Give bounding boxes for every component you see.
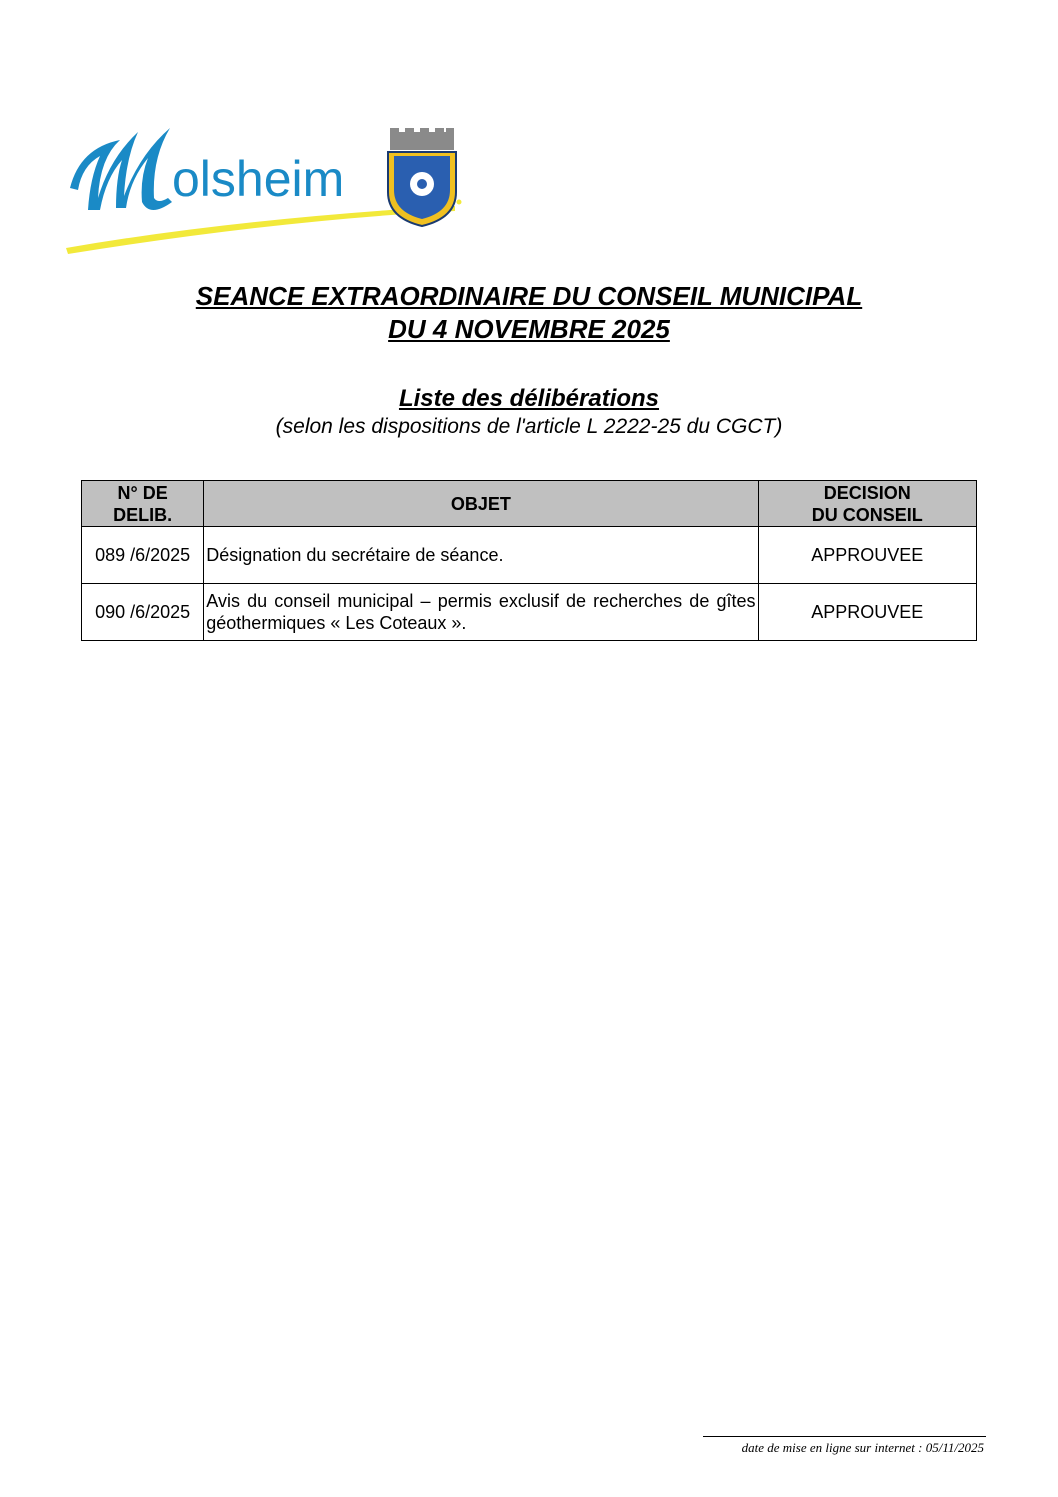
row-objet: Avis du conseil municipal – permis exclusif de recherches de gîtes géothermiques « Les Coteaux ». [204,584,758,641]
deliberations-table [81,480,977,641]
footer-rule [703,1436,986,1437]
header-num-line2: DELIB. [113,504,173,525]
logo-m-letter [70,128,172,210]
row-num: 089 /6/2025 [82,527,204,584]
table-header-row [82,481,977,527]
header-decision-line2: DU CONSEIL [811,504,923,525]
page-subtitle: Liste des délibérations [398,385,660,412]
header-num-line1: N° DE [117,482,168,503]
footer-date: date de mise en ligne sur internet : 05/11/2025 [741,1440,984,1455]
row-objet: Désignation du secrétaire de séance. [204,527,758,584]
header-objet: OBJET [204,481,758,527]
header-decision-line1: DECISION [823,482,911,503]
header-decision [758,481,977,527]
page-note: (selon les dispositions de l'article L 2222-25 du CGCT) [275,415,783,438]
row-num: 090 /6/2025 [82,584,204,641]
row-decision: APPROUVEE [758,527,977,584]
row-decision: APPROUVEE [758,584,977,641]
table-row [82,584,977,641]
header-num [82,481,204,527]
molsheim-logo [60,118,470,258]
table-row [82,527,977,584]
logo-wordmark: olsheim [172,151,345,207]
title-block [0,280,1058,440]
page-title-line1: SEANCE EXTRAORDINAIRE DU CONSEIL MUNICIPAL [195,281,863,311]
page-title-line2: DU 4 NOVEMBRE 2025 [388,314,670,344]
coat-of-arms-icon [388,128,462,226]
